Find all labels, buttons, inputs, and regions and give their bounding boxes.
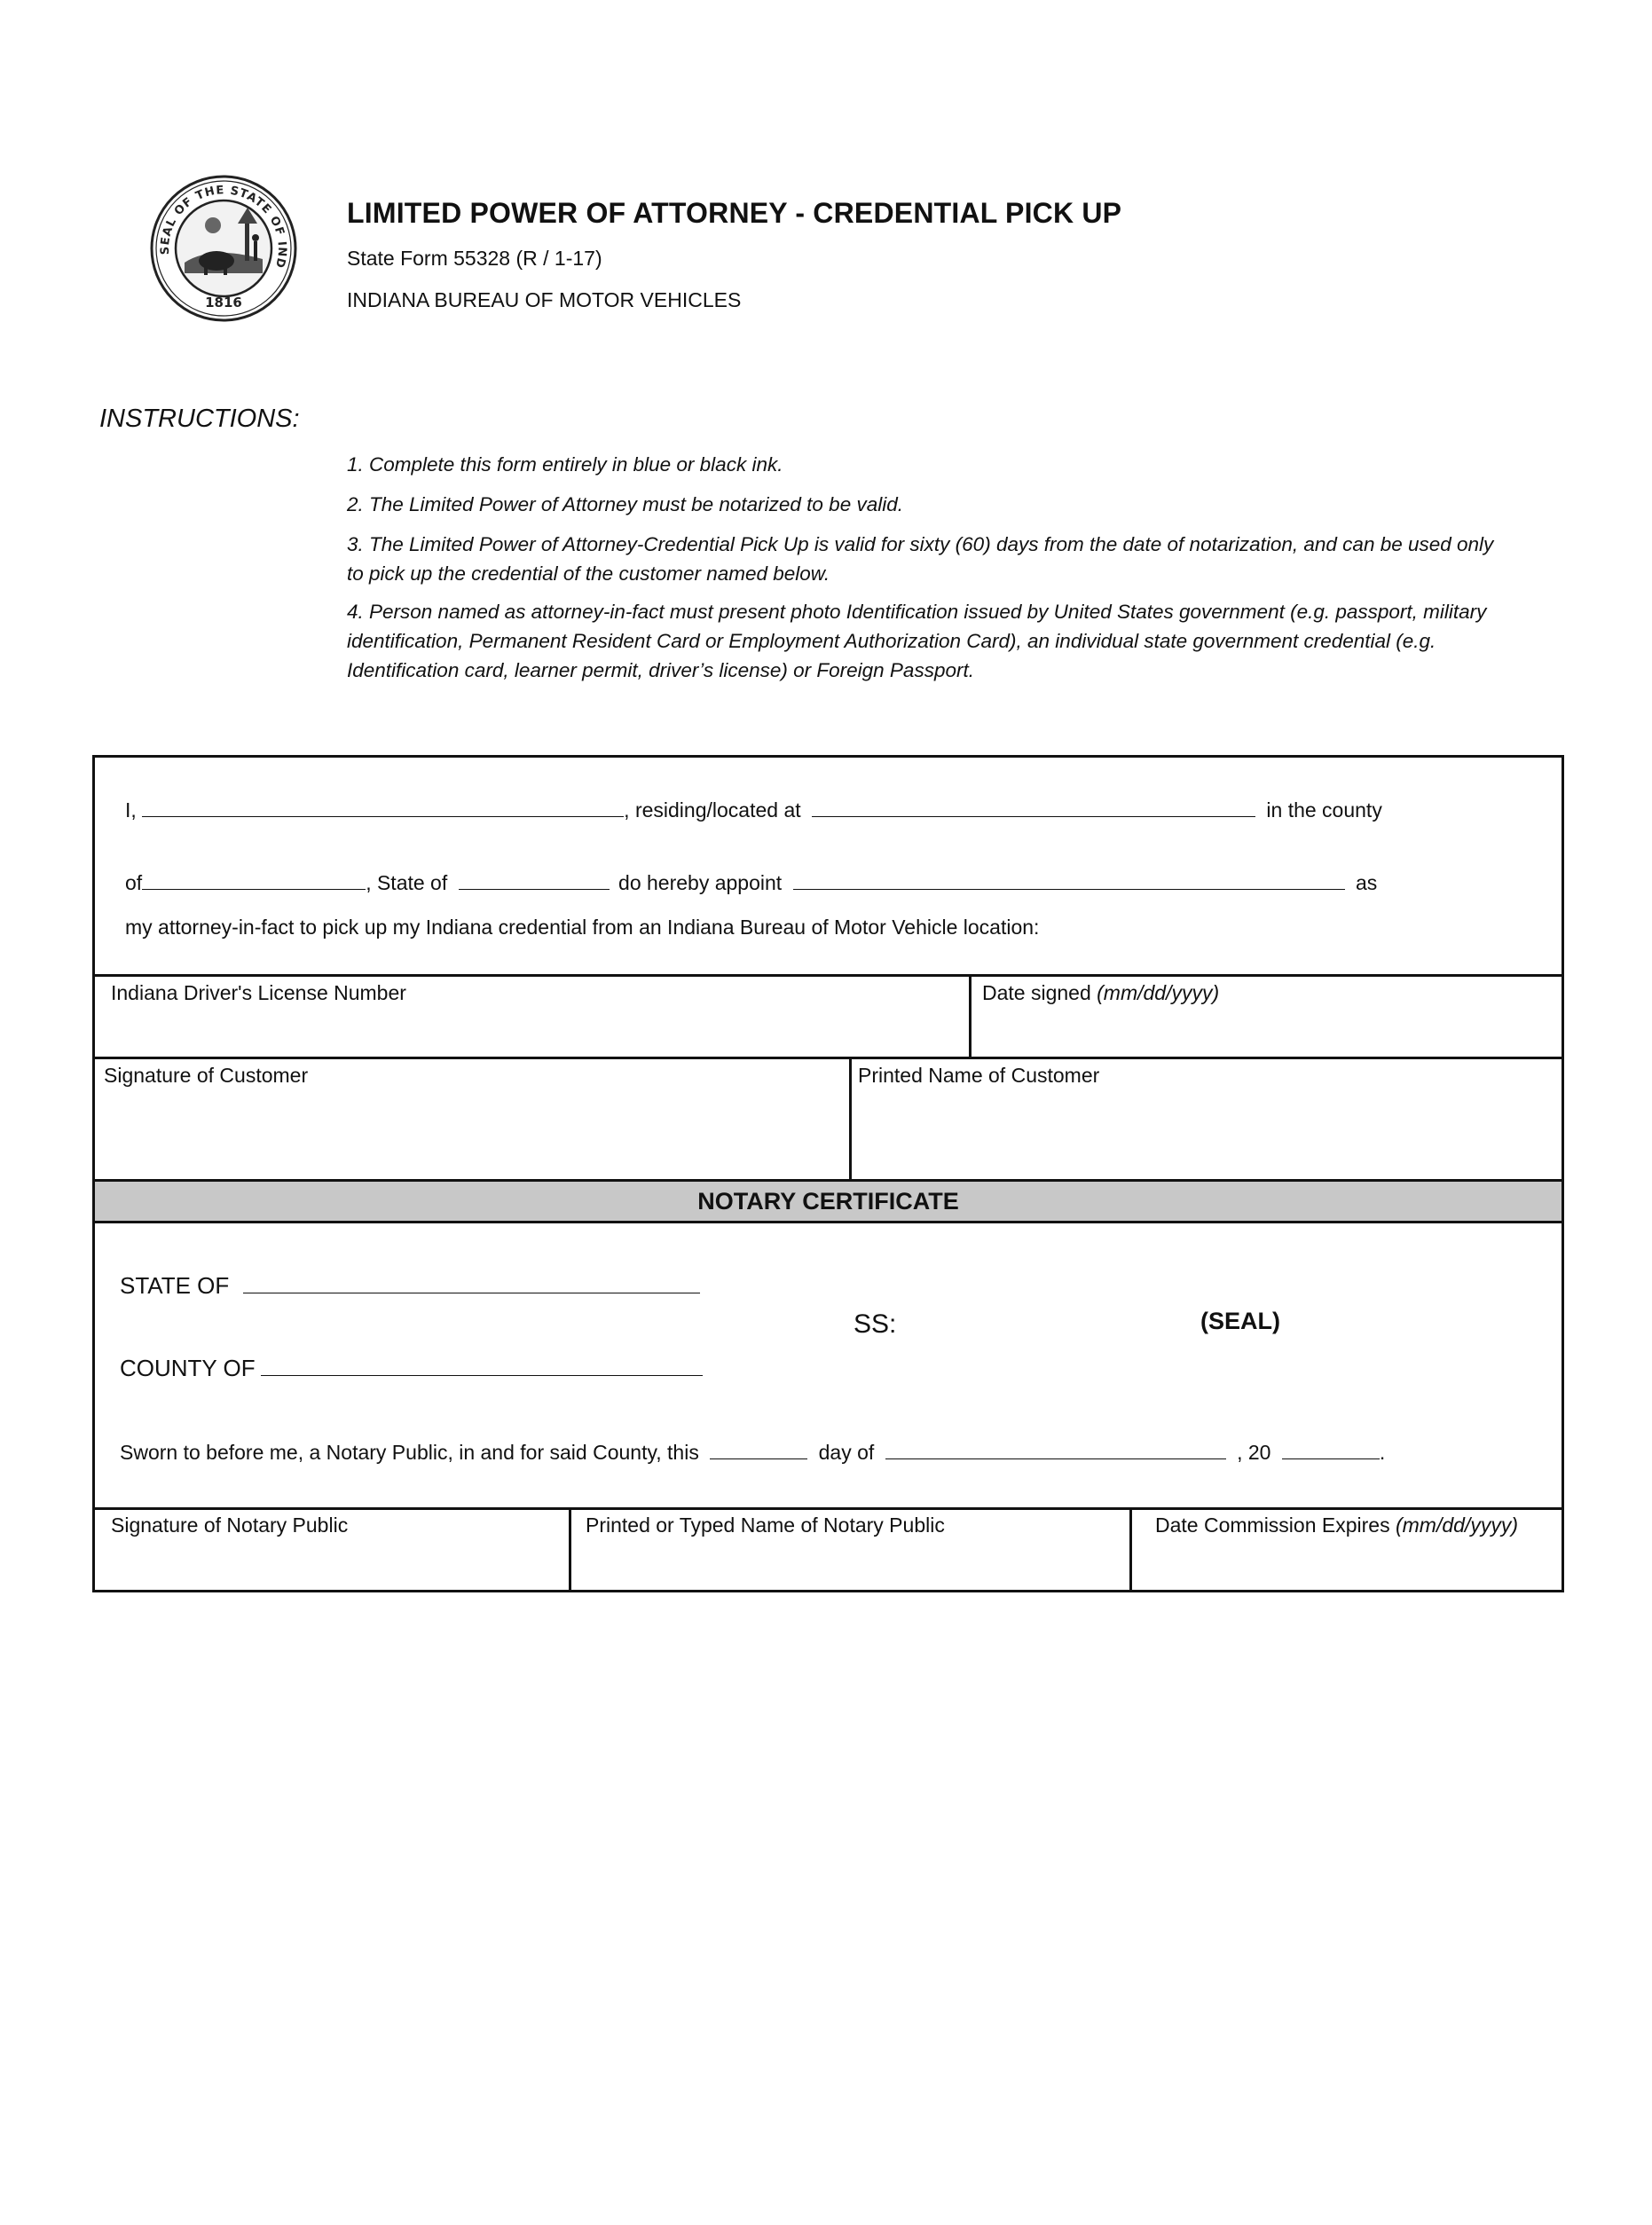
commission-format-hint: (mm/dd/yyyy): [1395, 1513, 1518, 1537]
customer-signature-field[interactable]: [95, 1059, 849, 1182]
state-of-label: , State of: [366, 871, 448, 894]
principal-name-field[interactable]: [142, 797, 624, 817]
notary-county-label: COUNTY OF: [120, 1355, 256, 1381]
appointment-line-1: [125, 797, 1382, 822]
instruction-item: 4. Person named as attorney-in-fact must present photo Identification issued by United States government (e.g. passport, military identification, Permanent Resident Card or Employment Authorization Card), an individual state government credential (e.g. Identification card, learner permit, driver’s license) or Foreign Passport.: [347, 601, 1487, 681]
notary-signature-label: Signature of Notary Public: [111, 1513, 349, 1537]
ss-label: SS:: [854, 1309, 897, 1339]
county-label: in the county: [1266, 798, 1382, 822]
date-signed-field[interactable]: [972, 977, 1562, 1057]
sworn-year-field[interactable]: [1282, 1439, 1380, 1459]
notary-county-field[interactable]: [261, 1356, 703, 1376]
license-number-field[interactable]: [95, 977, 969, 1057]
customer-printed-name-label: Printed Name of Customer: [858, 1064, 1100, 1087]
state-seal-image: [149, 174, 298, 323]
sworn-period: .: [1379, 1441, 1386, 1464]
of-label: of: [125, 871, 143, 894]
instruction-item: 3. The Limited Power of Attorney-Credential Pick Up is valid for sixty (60) days from the date of notarization, and can be used only to pick up the credential of the customer named below.: [347, 533, 1494, 585]
agency-name: INDIANA BUREAU OF MOTOR VEHICLES: [347, 288, 742, 311]
notary-seal-label: (SEAL): [1200, 1308, 1280, 1334]
notary-printed-name-label: Printed or Typed Name of Notary Public: [586, 1513, 945, 1537]
sworn-day-field[interactable]: [710, 1439, 807, 1459]
sworn-statement: [120, 1439, 1385, 1465]
day-of-label: day of: [818, 1441, 875, 1464]
instruction-item: 2. The Limited Power of Attorney must be notarized to be valid.: [347, 493, 903, 515]
year-prefix-label: , 20: [1237, 1441, 1271, 1464]
attorney-in-fact-name-field[interactable]: [793, 869, 1345, 890]
county-field[interactable]: [142, 869, 366, 890]
form-title: LIMITED POWER OF ATTORNEY - CREDENTIAL PICK UP: [347, 197, 1122, 229]
license-number-label: Indiana Driver's License Number: [111, 981, 406, 1004]
date-format-hint: (mm/dd/yyyy): [1097, 981, 1220, 1004]
notary-printed-name-field[interactable]: [571, 1510, 1129, 1590]
sworn-month-field[interactable]: [885, 1439, 1226, 1459]
date-signed-text: Date signed: [982, 981, 1091, 1004]
instruction-item: 1. Complete this form entirely in blue or black ink.: [347, 453, 783, 476]
instructions-heading: INSTRUCTIONS:: [99, 405, 300, 433]
i-label: I,: [125, 798, 137, 822]
notary-county-line: [120, 1355, 703, 1382]
seal-ring-text: SEAL OF THE STATE OF IND: [158, 184, 289, 271]
notary-signature-field[interactable]: [95, 1510, 569, 1590]
notary-state-field[interactable]: [243, 1273, 700, 1293]
divider: [95, 1221, 1562, 1223]
appointment-line-2: [125, 869, 1377, 895]
appointment-purpose: my attorney-in-fact to pick up my Indiana credential from an Indiana Bureau of Motor Vehicle location:: [125, 916, 1040, 939]
as-label: as: [1355, 871, 1378, 894]
notary-state-label: STATE OF: [120, 1272, 230, 1299]
customer-printed-name-field[interactable]: [852, 1059, 1562, 1182]
commission-expires-text: Date Commission Expires: [1155, 1513, 1390, 1537]
seal-year: 1816: [205, 295, 242, 311]
notary-certificate-title: NOTARY CERTIFICATE: [697, 1188, 959, 1215]
commission-expires-field[interactable]: [1132, 1510, 1562, 1590]
notary-state-line: [120, 1272, 700, 1300]
appoint-label: do hereby appoint: [618, 871, 783, 894]
form-box: [92, 755, 1564, 1592]
state-field[interactable]: [459, 869, 610, 890]
customer-signature-label: Signature of Customer: [104, 1064, 309, 1087]
sworn-prefix: Sworn to before me, a Notary Public, in and for said County, this: [120, 1441, 699, 1464]
residing-label: , residing/located at: [624, 798, 801, 822]
form-number: State Form 55328 (R / 1-17): [347, 247, 602, 270]
principal-address-field[interactable]: [812, 797, 1255, 817]
